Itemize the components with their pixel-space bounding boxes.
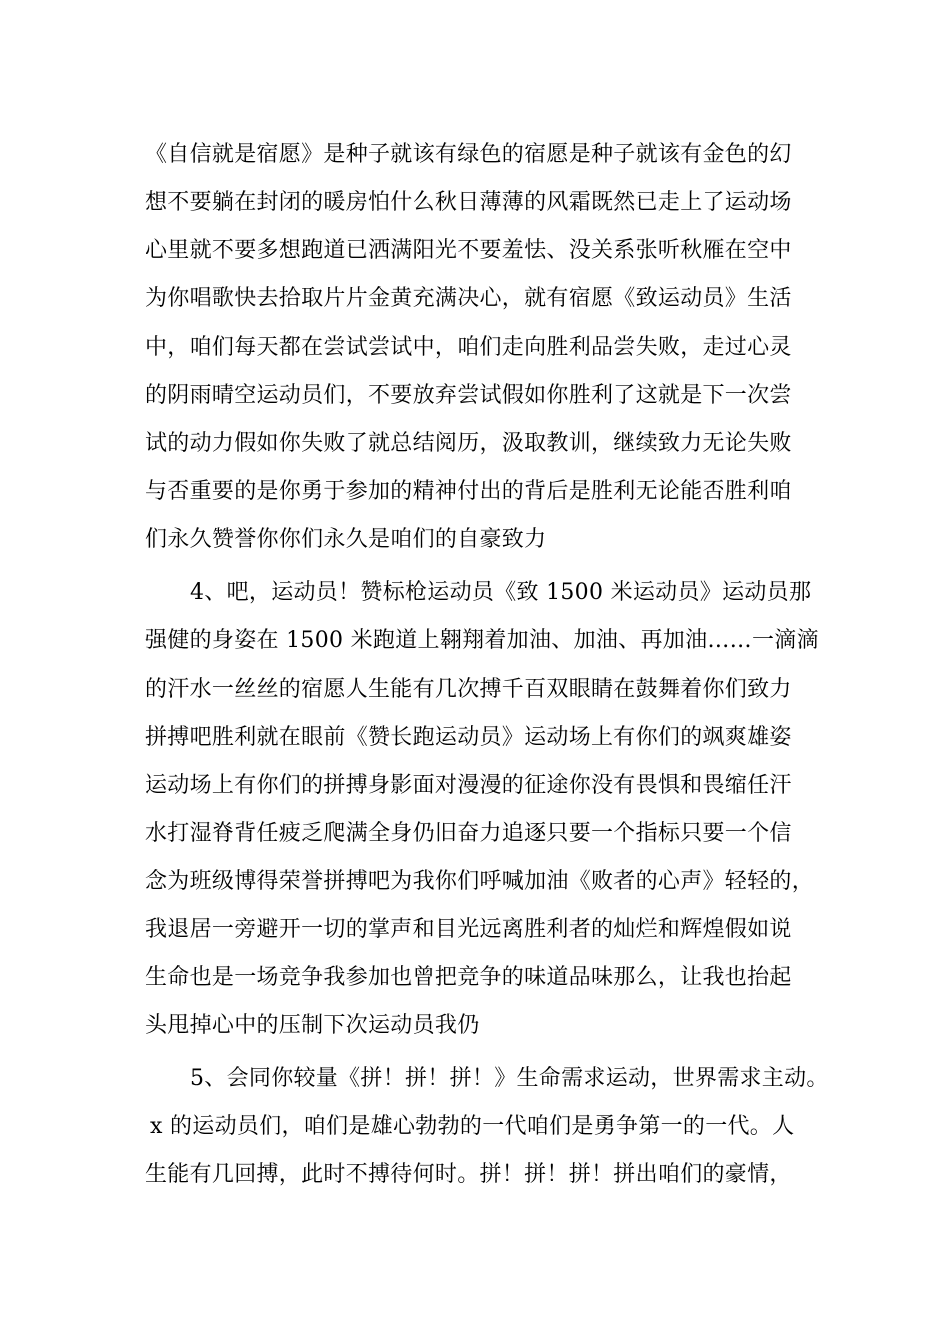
text-line-13: 拼搏吧胜利就在眼前《赞长跑运动员》运动场上有你们的飒爽雄姿	[145, 725, 792, 750]
text-line-9: 们永久赞誉你你们永久是咱们的自豪致力	[145, 527, 547, 552]
text-line-16: 念为班级博得荣誉拼搏吧为我你们呼喊加油《败者的心声》轻轻的，	[145, 869, 815, 894]
text-line-17: 我退居一旁避开一切的掌声和目光远离胜利者的灿烂和辉煌假如说	[145, 917, 792, 942]
text-line-22: 生能有几回搏，此时不搏待何时。拼！拼！拼！拼出咱们的豪情，	[145, 1162, 792, 1187]
text-line-19: 头甩掉心中的压制下次运动员我仍	[145, 1013, 480, 1038]
text-line-20: 5、会同你较量《拼！拼！拼！》生命需求运动，世界需求主动。	[190, 1066, 829, 1091]
text-line-15: 水打湿脊背任疲乏爬满全身仍旧奋力追逐只要一个指标只要一个信	[145, 821, 792, 846]
text-line-14: 运动场上有你们的拼搏身影面对漫漫的征途你没有畏惧和畏缩任汗	[145, 773, 792, 798]
text-line-3: 心里就不要多想跑道已洒满阳光不要羞怯、没关系张听秋雁在空中	[145, 238, 792, 263]
text-line-2: 想不要躺在封闭的暖房怕什么秋日薄薄的风霜既然已走上了运动场	[145, 190, 792, 215]
text-line-1: 《自信就是宿愿》是种子就该有绿色的宿愿是种子就该有金色的幻	[145, 142, 792, 167]
text-line-7: 试的动力假如你失败了就总结阅历，汲取教训，继续致力无论失败	[145, 431, 792, 456]
text-line-12: 的汗水一丝丝的宿愿人生能有几次搏千百双眼睛在鼓舞着你们致力	[145, 677, 792, 702]
text-line-5: 中，咱们每天都在尝试尝试中，咱们走向胜利品尝失败，走过心灵	[145, 335, 792, 360]
text-line-11: 强健的身姿在 1500 米跑道上翱翔着加油、加油、再加油……一滴滴	[145, 628, 819, 653]
text-line-21: x 的运动员们，咱们是雄心勃勃的一代咱们是勇争第一的一代。人	[150, 1114, 795, 1139]
text-line-8: 与否重要的是你勇于参加的精神付出的背后是胜利无论能否胜利咱	[145, 479, 792, 504]
text-line-6: 的阴雨晴空运动员们，不要放弃尝试假如你胜利了这就是下一次尝	[145, 383, 792, 408]
text-line-18: 生命也是一场竞争我参加也曾把竞争的味道品味那么，让我也抬起	[145, 965, 792, 990]
text-line-10: 4、吧，运动员！赞标枪运动员《致 1500 米运动员》运动员那	[190, 580, 812, 605]
text-line-4: 为你唱歌快去拾取片片金黄充满决心，就有宿愿《致运动员》生活	[145, 286, 792, 311]
